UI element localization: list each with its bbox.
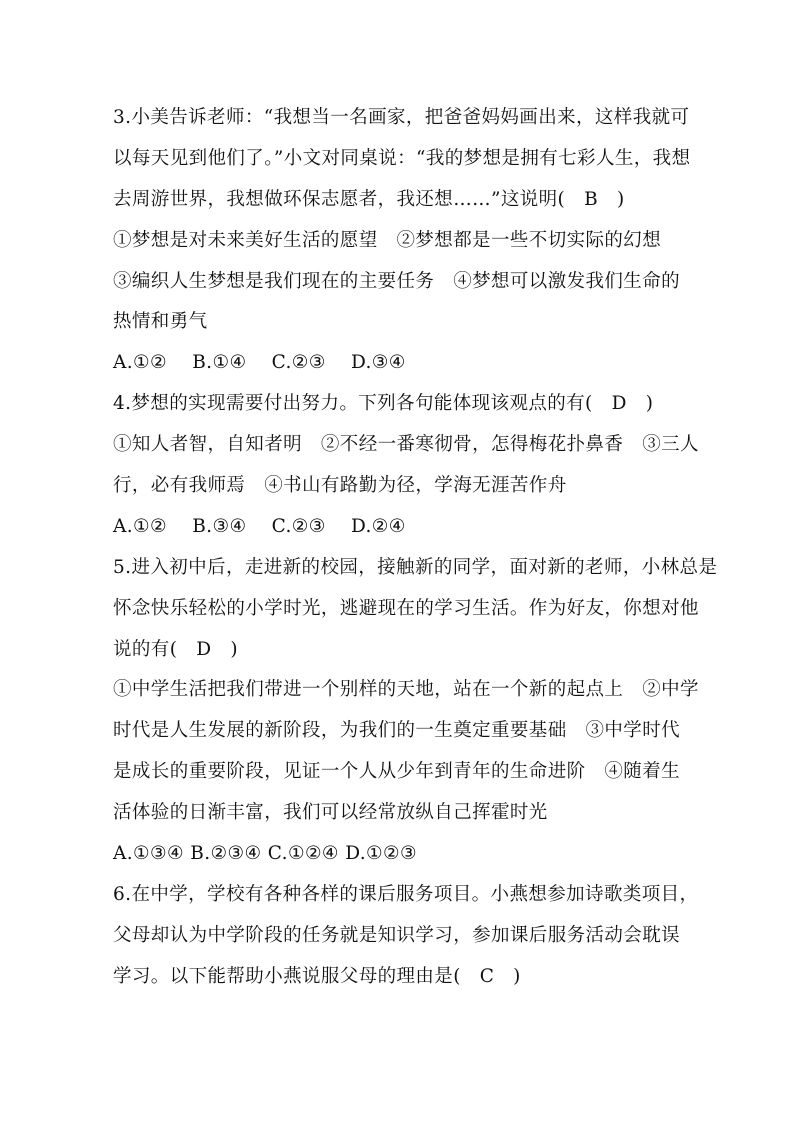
statement-options-line: ①梦想是对未来美好生活的愿望 ②梦想都是一些不切实际的幻想 — [113, 229, 662, 251]
question-stem-line: 说的有( D ) — [113, 638, 238, 660]
statement-options-line: 行，必有我师焉 ④书山有路勤为径，学海无涯苦作舟 — [113, 475, 567, 497]
question-stem-line: 3.小美告诉老师：“我想当一名画家，把爸爸妈妈画出来，这样我就可 — [113, 107, 690, 128]
question-4 — [113, 384, 699, 548]
question-stem-line: 6.在中学，学校有各种各样的课后服务项目。小燕想参加诗歌类项目， — [113, 883, 699, 905]
question-stem-line: 去周游世界，我想做环保志愿者，我还想……”这说明( B ) — [113, 188, 625, 210]
question-stem-line: 学习。以下能帮助小燕说服父母的理由是( C ) — [113, 965, 521, 987]
question-3 — [113, 98, 691, 384]
answer-choices: A.①② B.①④ C.②③ D.③④ — [113, 352, 406, 374]
statement-options-line: 时代是人生发展的新阶段，为我们的一生奠定重要基础 ③中学时代 — [113, 720, 681, 742]
question-stem-line: 以每天见到他们了。”小文对同桌说：“我的梦想是拥有七彩人生，我想 — [113, 147, 691, 169]
statement-options-line: 活体验的日渐丰富，我们可以经常放纵自己挥霍时光 — [113, 802, 548, 824]
answer-choices: A.①③④ B.②③④ C.①②④ D.①②③ — [113, 843, 418, 865]
statement-options-line: ①知人者智，自知者明 ②不经一番寒彻骨，怎得梅花扑鼻香 ③三人 — [113, 434, 699, 456]
statement-options-line: ③编织人生梦想是我们现在的主要任务 ④梦想可以激发我们生命的 — [113, 270, 681, 292]
statement-options-line: 是成长的重要阶段，见证一个人从少年到青年的生命进阶 ④随着生 — [113, 761, 681, 783]
statement-options-line: ①中学生活把我们带进一个别样的天地，站在一个新的起点上 ②中学 — [113, 679, 699, 701]
question-6 — [113, 875, 699, 998]
question-5 — [113, 548, 718, 875]
statement-options-line: 热情和勇气 — [113, 311, 208, 333]
question-stem-line: 怀念快乐轻松的小学时光，逃避现在的学习生活。作为好友，你想对他 — [113, 597, 699, 619]
question-stem-line: 5.进入初中后，走进新的校园，接触新的同学，面对新的老师，小林总是 — [113, 556, 718, 578]
answer-choices: A.①② B.③④ C.②③ D.②④ — [113, 515, 406, 537]
question-stem-line: 4.梦想的实现需要付出努力。下列各句能体现该观点的有( D ) — [113, 393, 654, 415]
question-stem-line: 父母却认为中学阶段的任务就是知识学习，参加课后服务活动会耽误 — [113, 924, 681, 946]
document-body — [113, 98, 718, 998]
